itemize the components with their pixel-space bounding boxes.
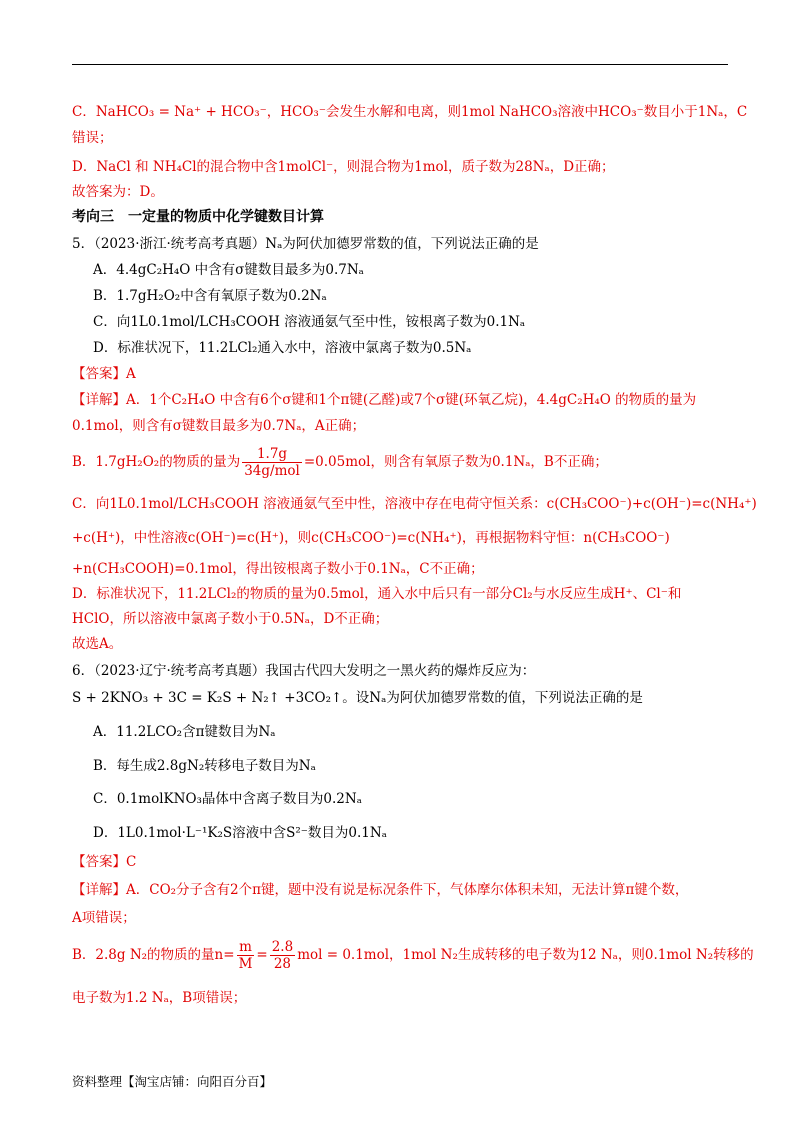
q5-detail-c3: +n(CH₃COOH)=0.1mol，得出铵根离子数小于0.1Nₐ，C不正确； [72,561,484,577]
q6-b-prefix: B．2.8g N₂的物质的量n= [72,947,235,963]
q6-equation: S + 2KNO₃ + 3C = K₂S + N₂↑ +3CO₂↑。设Nₐ为阿伏加德罗常数的值，下列说法正确的是 [72,690,643,706]
q6-b-equals: = [256,947,268,963]
q5-option-a: A．4.4gC₂H₄O 中含有σ键数目最多为0.7Nₐ [93,262,364,278]
q6-b-denominator-M: M [238,956,253,972]
q5-stem: 5．（2023·浙江·统考高考真题）Nₐ为阿伏加德罗常数的值，下列说法正确的是 [72,236,539,252]
page-footer: 资料整理【淘宝店铺：向阳百分百】 [72,1074,273,1089]
q6-option-c: C．0.1molKNO₃晶体中含离子数目为0.2Nₐ [93,791,362,807]
q5-detail-a1: 【详解】A．1个C₂H₄O 中含有6个σ键和1个π键(乙醛)或7个σ键(环氧乙烷)，4.4gC₂H₄O 的物质的量为 [72,392,697,408]
q5-detail-d1: D．标准状况下，11.2LCl₂的物质的量为0.5mol，通入水中后只有一部分Cl₂与水反应生成H⁺、Cl⁻和 [72,586,682,602]
q6-b-fraction-mM [237,939,255,972]
q5-b-prefix: B．1.7gH₂O₂的物质的量为 [72,454,241,470]
q6-detail-a1: 【详解】A．CO₂分子含有2个π键，题中没有说是标况条件下，气体摩尔体积未知，无法计算π键个数， [72,882,689,898]
q6-option-d: D．1L0.1mol·L⁻¹K₂S溶液中含S²⁻数目为0.1Nₐ [93,825,387,841]
q5-b-numerator: 1.7g [242,446,302,463]
q5-detail-c2: +c(H⁺)，中性溶液c(OH⁻)=c(H⁺)，则c(CH₃COO⁻)=c(NH₄⁺)，再根据物料守恒：n(CH₃COO⁻) [72,530,670,546]
q6-detail-a2: A项错误； [72,910,136,926]
explain-c-wrong: 错误； [72,130,113,146]
q5-b-denominator: 34g/mol [244,463,300,479]
q5-detail-a2: 0.1mol，则含有σ键数目最多为0.7Nₐ，A正确； [72,418,366,434]
header-rule [72,64,728,65]
q6-option-a: A．11.2LCO₂含π键数目为Nₐ [93,724,276,740]
q6-option-b: B．每生成2.8gN₂转移电子数目为Nₐ [93,758,316,774]
q6-b-fraction-values [270,939,295,972]
q6-b-denominator-value: 28 [273,956,292,972]
q5-b-fraction [242,446,302,479]
explain-d-line: D．NaCl 和 NH₄Cl的混合物中含1molCl⁻，则混合物为1mol，质子数为28Nₐ，D正确； [72,159,615,175]
q5-option-c: C．向1L0.1mol/LCH₃COOH 溶液通氨气至中性，铵根离子数为0.1Nₐ [93,314,526,330]
q6-detail-b [72,937,754,973]
q5-detail-d2: HClO，所以溶液中氯离子数小于0.5Nₐ，D不正确； [72,611,389,627]
q6-stem: 6．（2023·辽宁·统考高考真题）我国古代四大发明之一黑火药的爆炸反应为： [72,663,536,679]
q5-b-suffix: =0.05mol，则含有氧原子数为0.1Nₐ，B不正确； [303,454,608,470]
q5-option-d: D．标准状况下，11.2LCl₂通入水中，溶液中氯离子数为0.5Nₐ [93,340,472,356]
q5-detail-c1: C．向1L0.1mol/LCH₃COOH 溶液通氨气至中性，溶液中存在电荷守恒关系：c(CH₃COO⁻)+c(OH⁻)=c(NH₄⁺) [72,496,757,512]
q6-answer: 【答案】C [72,854,137,870]
q6-b-numerator-value: 2.8 [271,939,294,955]
q6-detail-b2: 电子数为1.2 Nₐ，B项错误； [72,990,247,1006]
q4-final-answer: 故答案为：D。 [72,184,164,200]
q5-choose: 故选A。 [72,636,123,652]
q6-b-numerator-m: m [237,939,255,956]
explain-c-line: C．NaHCO₃ = Na⁺ + HCO₃⁻，HCO₃⁻会发生水解和电离，则1mol NaHCO₃溶液中HCO₃⁻数目小于1Nₐ，C [72,104,748,120]
q6-b-suffix: mol = 0.1mol，1mol N₂生成转移的电子数为12 Nₐ，则0.1mol N₂转移的 [297,947,754,963]
q5-detail-b [72,445,608,479]
q5-answer: 【答案】A [72,366,136,382]
q5-option-b: B．1.7gH₂O₂中含有氧原子数为0.2Nₐ [93,288,327,304]
section-title: 考向三 一定量的物质中化学键数目计算 [72,209,324,225]
